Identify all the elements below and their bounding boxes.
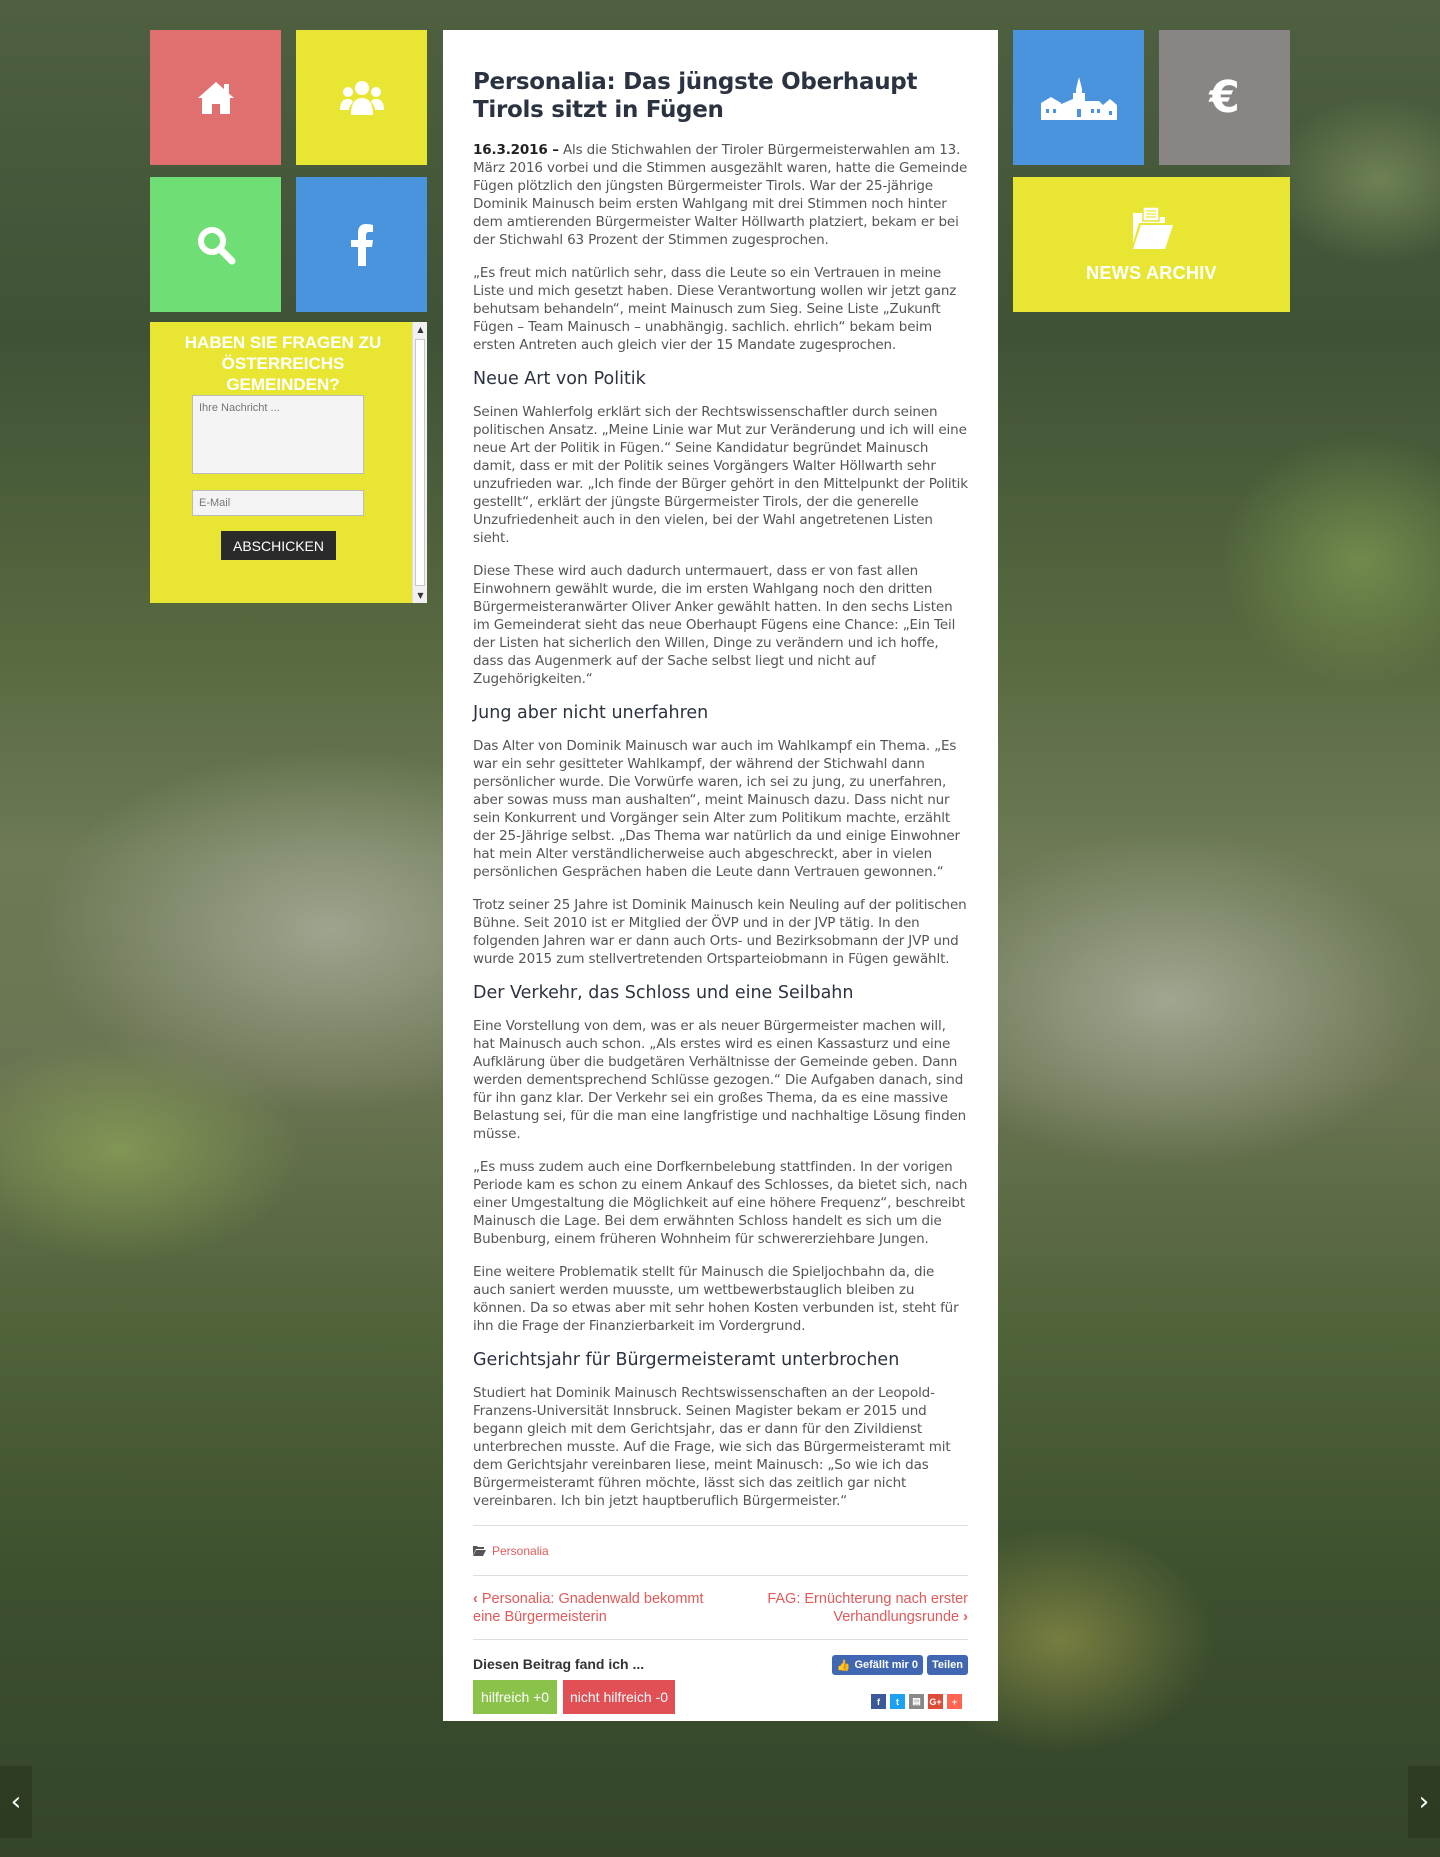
widget-scrollbar[interactable]: [412, 322, 427, 603]
news-archive-label: NEWS ARCHIV: [1086, 263, 1217, 283]
article: [443, 30, 998, 1721]
post-navigation: [473, 1576, 968, 1639]
people-icon: [339, 79, 385, 117]
paragraph: Eine Vorstellung von dem, was er als neuer Bürgermeister machen will, hat Mainusch auch schon. „Als erstes wird es einen Kassasturz und eine Aufklärung über die budgetären Verhältnisse der Gemeinde geben. Dann werden dementsprechend Schlüsse gezogen.“ Die Aufgaben danach, sind für ihn ganz klar. Der Verkehr sei ein großes Thema, da es eine massive Belastung sei, für die man eine langfristige und nachhaltige Lösung finden müsse.: [473, 1018, 967, 1142]
euro-icon: €: [1209, 71, 1240, 123]
folder-icon: [473, 1545, 486, 1556]
section-heading: Jung aber nicht unerfahren: [473, 703, 709, 723]
search-tile[interactable]: [150, 177, 281, 312]
news-archive-tile[interactable]: [1013, 177, 1290, 312]
paragraph: Studiert hat Dominik Mainusch Rechtswissenschaften an der Leopold-Franzens-Universität Innsbruck. Seinen Magister bekam er 2015 und begann gleich mit dem Gerichtsjahr, das er dann für den Zivildienst unterbrechen musste. Auf die Frage, wie sich das Bürgermeisteramt mit dem Gerichtsjahr vereinbaren liese, meint Mainusch: „So wie ich das Bürgermeisteramt führen möchte, lässt sich das zeitlich gar nicht vereinbaren. Ich bin jetzt hauptberuflich Bürgermeister.“: [473, 1385, 951, 1509]
googleplus-share-icon[interactable]: G+: [928, 1694, 943, 1709]
contact-widget: [150, 322, 427, 603]
community-tile[interactable]: [296, 30, 427, 165]
next-post-link[interactable]: [748, 1590, 968, 1626]
lead-text: Als die Stichwahlen der Tiroler Bürgermeisterwahlen am 13. März 2016 vorbei und die Stimmen ausgezählt waren, hatte die Gemeinde Fügen plötzlich den jüngsten Bürgermeister Tirols. War der 25-jährige Dominik Mainusch beim ersten Wahlgang mit drei Stimmen noch hinter dem amtierenden Bürgermeister Walter Höllwarth platziert, bekam er bei der Stichwahl 63 Prozent der Stimmen zugesprochen.: [473, 142, 968, 248]
section-heading: Neue Art von Politik: [473, 369, 646, 389]
email-field[interactable]: [192, 490, 364, 516]
article-title: Personalia: Das jüngste Oberhaupt Tirols sitzt in Fügen: [473, 69, 918, 123]
previous-post-label: Personalia: Gnadenwald bekommt eine Bürgermeisterin: [473, 1591, 704, 1625]
facebook-icon: [350, 224, 374, 266]
church-village-icon: [1039, 75, 1119, 121]
paragraph: Seinen Wahlerfolg erklärt sich der Rechtswissenschaftler durch seinen politischen Ansatz. „Meine Linie war Mut zur Veränderung und ich will eine neue Art der Politik in Fügen.“ Seine Kandidatur begründet Mainusch damit, dass er mit der Politik seines Vorgängers Walter Höllwarth sehr unzufrieden war. „Ich finde der Bürger gehört in den Mittelpunkt der Politik gestellt“, erklärt der jüngste Bürgermeister Tirols, der die generelle Unzufriedenheit auch in den vielen, bei der Wahl angetretenen Listen sieht.: [473, 404, 968, 546]
home-icon: [196, 80, 236, 116]
facebook-share-icon[interactable]: f: [871, 1694, 886, 1709]
next-slide-arrow-icon[interactable]: ›: [1408, 1766, 1440, 1838]
chevron-right-icon: ›: [963, 1609, 968, 1625]
scroll-up-arrow-icon[interactable]: ▲: [417, 325, 424, 334]
next-post-label: FAG: Ernüchterung nach erster Verhandlungsrunde: [767, 1591, 968, 1625]
facebook-like-label: Gefällt mir 0: [854, 1659, 919, 1671]
thumbs-up-icon: 👍: [836, 1659, 851, 1672]
vote-question: Diesen Beitrag fand ich ...: [473, 1656, 645, 1672]
facebook-like-button[interactable]: [832, 1655, 923, 1675]
more-share-icon[interactable]: +: [947, 1694, 962, 1709]
facebook-tile[interactable]: [296, 177, 427, 312]
vote-section: [473, 1640, 968, 1730]
scroll-down-arrow-icon[interactable]: ▼: [417, 591, 424, 600]
search-icon: [196, 225, 236, 265]
widget-title: HABEN SIE FRAGEN ZU ÖSTERREICHS GEMEINDEN?: [184, 333, 382, 394]
paragraph: Das Alter von Dominik Mainusch war auch im Wahlkampf ein Thema. „Es war ein sehr gesitteter Wahlkampf, der während der Stichwahl dann persönlicher wurde. Die Vorwürfe waren, ich sei zu jung, zu unerfahren, aber sowas muss man aushalten“, meint Mainusch dazu. Dass nicht nur sein Konkurrent und Vorgänger sein Alter zum Politikum machte, erzählt der 25-Jährige selbst. „Das Thema war natürlich da und einige Einwohner hat mein Alter verständlicherweise auch abgeschreckt, aber in vielen persönlichen Gesprächen haben die Leute dann Vertrauen gewonnen.“: [473, 738, 960, 880]
submit-button[interactable]: ABSCHICKEN: [221, 531, 336, 560]
print-share-icon[interactable]: ▤: [909, 1694, 924, 1709]
section-heading: Der Verkehr, das Schloss und eine Seilbahn: [473, 983, 854, 1003]
paragraph: „Es muss zudem auch eine Dorfkernbelebung stattfinden. In der vorigen Periode kam es schon zu einem Ankauf des Schlosses, da bietet sich, nach einer Umgestaltung die Möglichkeit auf eine höhere Frequenz“, beschreibt Mainusch die Lage. Bei dem erwähnten Schloss handelt es sich um die Bubenburg, einem früheren Wohnheim für schwererziehbare Jungen.: [473, 1159, 968, 1247]
home-tile[interactable]: [150, 30, 281, 165]
paragraph: „Es freut mich natürlich sehr, dass die Leute so ein Vertrauen in meine Liste und mich gesetzt haben. Diese Verantwortung wollen wir jetzt ganz behutsam behandeln“, meint Mainusch zum Sieg. Seine Liste „Zukunft Fügen – Team Mainusch – unabhängig. sachlich. ehrlich“ bekam beim ersten Antreten auch gleich vier der 15 Mandate zugesprochen.: [473, 265, 957, 353]
article-date: 16.3.2016 –: [473, 142, 559, 158]
paragraph: Diese These wird auch dadurch untermauert, dass er von fast allen Einwohnern gewählt wurde, die im ersten Wahlgang noch den dritten Bürgermeisteranwärter Oliver Anker gewählt hatten. In den sechs Listen im Gemeinderat sieht das neue Oberhaupt Fügens eine Chance: „Ein Teil der Listen hat sicherlich den Willen, Dinge zu verändern und ich hoffe, dass das Augenmerk auf der Sache selbst liegt und nicht auf Zugehörigkeiten.“: [473, 563, 956, 687]
facebook-share-button[interactable]: Teilen: [927, 1655, 968, 1675]
folder-open-icon: [1129, 205, 1175, 251]
facebook-bar: [832, 1655, 968, 1675]
previous-slide-arrow-icon[interactable]: ‹: [0, 1766, 32, 1838]
category-row: [473, 1526, 968, 1575]
message-input[interactable]: [192, 395, 364, 474]
municipality-tile[interactable]: [1013, 30, 1144, 165]
lead-paragraph: [473, 141, 968, 249]
paragraph: Eine weitere Problematik stellt für Mainusch die Spieljochbahn da, die auch saniert werden muusste, um wettbewerbstauglich bleiben zu können. Da so etwas aber mit sehr hohen Kosten verbunden ist, steht für ihn die Frage der Finanzierbarkeit im Vordergrund.: [473, 1264, 959, 1334]
not-helpful-button[interactable]: nicht hilfreich -0: [563, 1680, 675, 1714]
finance-tile[interactable]: [1159, 30, 1290, 165]
share-icons: [871, 1694, 962, 1709]
paragraph: Trotz seiner 25 Jahre ist Dominik Mainusch kein Neuling auf der politischen Bühne. Seit 2010 ist er Mitglied der ÖVP und in der JVP tätig. In den folgenden Jahren war er dann auch Orts- und Bezirksobmann der JVP und wurde 2015 zum stellvertretenden Ortsparteiobmann in Fügen gewählt.: [473, 897, 967, 967]
section-heading: Gerichtsjahr für Bürgermeisteramt unterbrochen: [473, 1350, 900, 1370]
previous-post-link[interactable]: [473, 1590, 723, 1626]
chevron-left-icon: ‹: [473, 1591, 478, 1607]
category-link[interactable]: Personalia: [492, 1543, 549, 1558]
scroll-thumb[interactable]: [415, 339, 425, 586]
helpful-button[interactable]: hilfreich +0: [473, 1680, 557, 1714]
twitter-share-icon[interactable]: t: [890, 1694, 905, 1709]
